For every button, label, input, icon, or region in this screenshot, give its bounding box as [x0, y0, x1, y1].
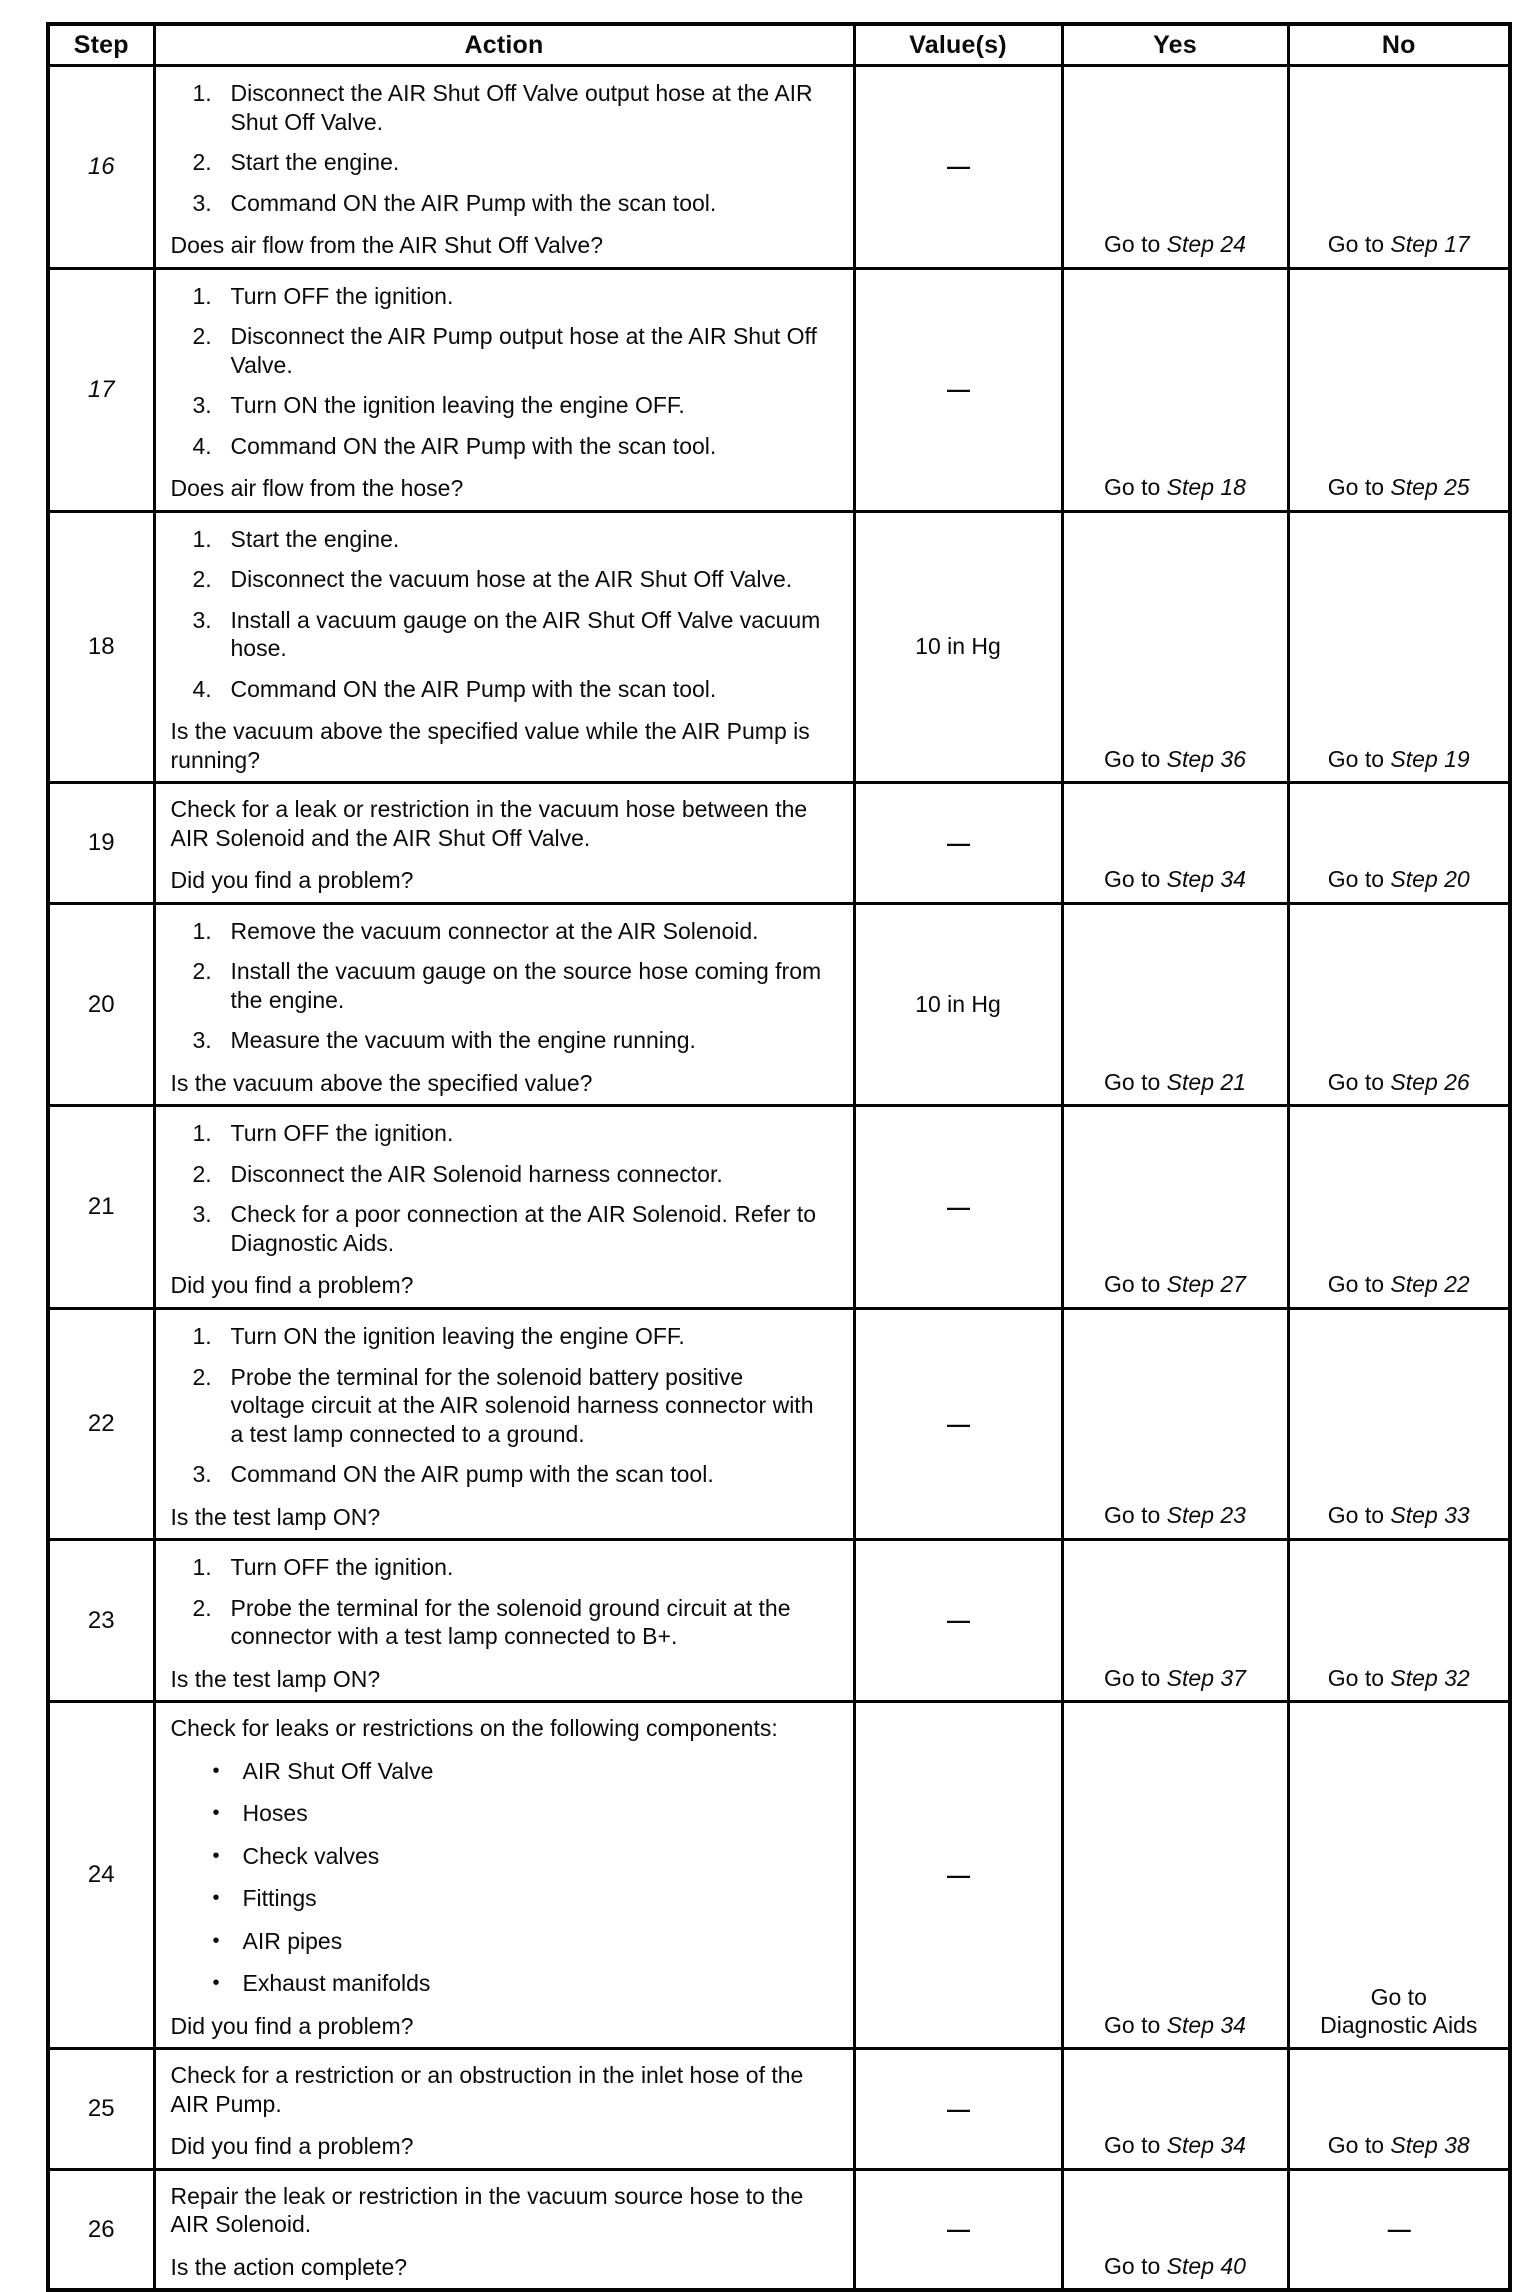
list-item-text: Start the engine.: [230, 525, 400, 552]
goto-yes: Go to Step 18: [1104, 474, 1246, 501]
list-item-text: Disconnect the AIR Pump output hose at the AIR Shut Off Valve.: [230, 323, 817, 378]
action-text: Repair the leak or restriction in the vacuum source hose to the AIR Solenoid.: [170, 2182, 804, 2238]
action-question: Did you find a problem?: [170, 2012, 414, 2039]
value-cell: [854, 1106, 1062, 1309]
table-row: [48, 66, 1510, 269]
goto-no: Go to Step 32: [1327, 1664, 1470, 1691]
action-cell: [154, 783, 854, 904]
goto-yes: Go to Step 36: [1104, 745, 1246, 772]
step-reference: Step 21: [1166, 1068, 1246, 1095]
goto-no: Go to Step 25: [1327, 474, 1470, 501]
step-reference: Step 19: [1390, 745, 1470, 772]
bullet-item: [171, 1884, 823, 1913]
list-item-text: Probe the terminal for the solenoid ground circuit at the connector with a test lamp connected to B+.: [230, 1594, 791, 1650]
action-step-item: [171, 391, 823, 420]
yes-cell: [1062, 903, 1288, 1106]
list-item-text: Start the engine.: [230, 149, 400, 176]
diagnostic-table: [46, 22, 1512, 2292]
dash-placeholder: —: [947, 2216, 969, 2243]
value-cell: [854, 1540, 1062, 1702]
step-number: 24: [48, 1702, 154, 2049]
action-cell: [154, 1106, 854, 1309]
bullet-marker: •: [212, 1887, 220, 1910]
action-question: Is the test lamp ON?: [170, 1503, 381, 1530]
value-text: 10 in Hg: [915, 633, 1001, 660]
yes-cell: [1062, 1540, 1288, 1702]
dash-placeholder: —: [947, 1410, 969, 1437]
yes-cell: [1062, 2049, 1288, 2170]
dash-placeholder: —: [947, 153, 969, 180]
step-reference: Step 23: [1166, 1502, 1246, 1529]
list-number: 2.: [192, 1160, 212, 1187]
value-cell: [854, 268, 1062, 511]
table-header: [48, 24, 1510, 66]
table-row: [48, 268, 1510, 511]
bullet-text: Exhaust manifolds: [242, 1970, 431, 1997]
step-reference: Step 27: [1166, 1271, 1246, 1298]
table-row: [48, 1106, 1510, 1309]
step-reference: Step 25: [1390, 474, 1470, 501]
table-row: [48, 1308, 1510, 1539]
yes-cell: [1062, 2169, 1288, 2290]
bullet-item: [171, 1969, 823, 1998]
action-question: Did you find a problem?: [170, 2133, 414, 2160]
col-header-yes: Yes: [1062, 24, 1288, 66]
action-cell: [154, 903, 854, 1106]
step-reference: Step 34: [1166, 2011, 1246, 2038]
list-item-text: Disconnect the AIR Shut Off Valve output hose at the AIR Shut Off Valve.: [230, 80, 813, 135]
value-cell: [854, 783, 1062, 904]
no-cell: [1288, 1106, 1510, 1309]
step-reference: Step 24: [1166, 230, 1246, 257]
step-reference: Step 20: [1390, 866, 1470, 893]
action-step-item: [171, 148, 823, 177]
yes-cell: [1062, 1702, 1288, 2049]
dash-placeholder: —: [947, 1193, 969, 1220]
action-question: Is the action complete?: [170, 2253, 408, 2280]
action-step-item: [171, 525, 823, 554]
header-row: [48, 24, 1510, 66]
bullet-marker: •: [212, 1929, 220, 1952]
goto-yes: Go to Step 23: [1104, 1502, 1246, 1529]
table-row: [48, 783, 1510, 904]
action-question: Did you find a problem?: [170, 867, 414, 894]
dash-placeholder: —: [947, 1607, 969, 1634]
list-number: 2.: [192, 1363, 212, 1390]
list-number: 1.: [192, 525, 212, 552]
bullet-text: Fittings: [242, 1885, 317, 1912]
no-cell: [1288, 268, 1510, 511]
yes-cell: [1062, 268, 1288, 511]
list-item-text: Command ON the AIR Pump with the scan tool.: [230, 675, 717, 702]
no-cell: [1288, 903, 1510, 1106]
bullet-marker: •: [212, 1802, 220, 1825]
list-item-text: Probe the terminal for the solenoid battery positive voltage circuit at the AIR solenoid harness connector with a test lamp connected to a ground.: [230, 1363, 814, 1447]
list-item-text: Measure the vacuum with the engine running.: [230, 1027, 696, 1054]
action-cell: [154, 1702, 854, 2049]
goto-yes: Go to Step 24: [1104, 230, 1246, 257]
action-cell: [154, 511, 854, 783]
yes-cell: [1062, 511, 1288, 783]
list-item-text: Turn OFF the ignition.: [230, 1554, 454, 1581]
bullet-text: AIR pipes: [242, 1927, 343, 1954]
action-step-item: [171, 322, 823, 379]
table-body: [48, 66, 1510, 2291]
list-item-text: Remove the vacuum connector at the AIR Solenoid.: [230, 917, 759, 944]
value-cell: [854, 903, 1062, 1106]
no-cell: [1288, 1702, 1510, 2049]
col-header-no: No: [1288, 24, 1510, 66]
action-step-item: [171, 1553, 823, 1582]
action-step-item: [171, 1460, 823, 1489]
list-number: 3.: [192, 392, 212, 419]
list-item-text: Turn OFF the ignition.: [230, 1120, 454, 1147]
bullet-marker: •: [212, 1759, 220, 1782]
action-question: Did you find a problem?: [170, 1272, 414, 1299]
step-number: 22: [48, 1308, 154, 1539]
value-cell: [854, 1702, 1062, 2049]
goto-yes: Go to Step 34: [1104, 866, 1246, 893]
list-number: 2.: [192, 1594, 212, 1621]
list-item-text: Command ON the AIR Pump with the scan tool.: [230, 189, 717, 216]
list-item-text: Disconnect the vacuum hose at the AIR Shut Off Valve.: [230, 566, 793, 593]
list-number: 1.: [192, 917, 212, 944]
bullet-item: [171, 1799, 823, 1828]
dash-placeholder: —: [1387, 2215, 1410, 2242]
list-item-text: Install the vacuum gauge on the source hose coming from the engine.: [230, 958, 822, 1013]
col-header-values: Value(s): [854, 24, 1062, 66]
dash-placeholder: —: [947, 376, 969, 403]
dash-placeholder: —: [947, 1861, 969, 1888]
action-step-item: [171, 1322, 823, 1351]
no-cell: [1288, 783, 1510, 904]
action-question: Does air flow from the hose?: [170, 475, 464, 502]
step-reference: Step 34: [1166, 866, 1246, 893]
list-number: 3.: [192, 1461, 212, 1488]
table-row: [48, 903, 1510, 1106]
goto-no: Go to Step 22: [1327, 1271, 1470, 1298]
bullet-marker: •: [212, 1972, 220, 1995]
bullet-text: AIR Shut Off Valve: [242, 1757, 434, 1784]
step-number: 26: [48, 2169, 154, 2290]
action-step-item: [171, 282, 823, 311]
list-number: 3.: [192, 189, 212, 216]
list-number: 1.: [192, 282, 212, 309]
col-header-action: Action: [154, 24, 854, 66]
goto-yes: Go to Step 21: [1104, 1068, 1246, 1095]
step-number: 18: [48, 511, 154, 783]
yes-cell: [1062, 783, 1288, 904]
list-number: 1.: [192, 1554, 212, 1581]
step-reference: Step 34: [1166, 2132, 1246, 2159]
step-reference: Step 17: [1390, 230, 1470, 257]
list-number: 2.: [192, 149, 212, 176]
bullet-text: Check valves: [242, 1842, 380, 1869]
table-row: [48, 2049, 1510, 2170]
action-step-item: [171, 79, 823, 136]
step-number: 16: [48, 66, 154, 269]
step-reference: Step 36: [1166, 745, 1246, 772]
action-cell: [154, 66, 854, 269]
action-step-item: [171, 189, 823, 218]
action-step-item: [171, 1026, 823, 1055]
step-number: 17: [48, 268, 154, 511]
step-reference: Step 33: [1390, 1502, 1470, 1529]
value-cell: [854, 2049, 1062, 2170]
no-cell: [1288, 1308, 1510, 1539]
goto-no: Go to Step 38: [1327, 2132, 1470, 2159]
list-item-text: Turn ON the ignition leaving the engine OFF.: [230, 1322, 685, 1349]
action-cell: [154, 2049, 854, 2170]
value-cell: [854, 511, 1062, 783]
list-item-text: Install a vacuum gauge on the AIR Shut Off Valve vacuum hose.: [230, 606, 821, 662]
value-cell: [854, 1308, 1062, 1539]
step-reference: Step 32: [1390, 1664, 1470, 1691]
action-text: Check for a leak or restriction in the vacuum hose between the AIR Solenoid and the AIR Shut Off Valve.: [170, 796, 808, 851]
step-reference: Step 26: [1390, 1068, 1470, 1095]
step-number: 19: [48, 783, 154, 904]
goto-yes: Go to Step 34: [1104, 2011, 1246, 2038]
yes-cell: [1062, 1308, 1288, 1539]
action-text: Check for leaks or restrictions on the following components:: [170, 1715, 778, 1742]
dash-placeholder: —: [947, 829, 969, 856]
step-reference: Step 22: [1390, 1271, 1470, 1298]
list-item-text: Command ON the AIR Pump with the scan tool.: [230, 432, 717, 459]
goto-no: Go to Step 17: [1327, 230, 1470, 257]
action-text: Check for a restriction or an obstruction in the inlet hose of the AIR Pump.: [170, 2062, 804, 2117]
list-item-text: Command ON the AIR pump with the scan tool.: [230, 1461, 714, 1488]
goto-no: Go to Step 19: [1327, 745, 1470, 772]
dash-placeholder: —: [947, 2095, 969, 2122]
goto-yes: Go to Step 40: [1104, 2252, 1246, 2279]
table-row: [48, 511, 1510, 783]
list-number: 2.: [192, 323, 212, 350]
step-number: 21: [48, 1106, 154, 1309]
bullet-item: [171, 1757, 823, 1786]
bullet-marker: •: [212, 1844, 220, 1867]
value-cell: [854, 2169, 1062, 2290]
action-step-item: [171, 432, 823, 461]
bullet-text: Hoses: [242, 1800, 308, 1827]
goto-no: Go to Step 33: [1327, 1502, 1470, 1529]
step-reference: Step 38: [1390, 2132, 1470, 2159]
bullet-item: [171, 1927, 823, 1956]
goto-no: Go to Step 20: [1327, 866, 1470, 893]
no-cell: [1288, 511, 1510, 783]
action-step-item: [171, 565, 823, 594]
list-item-text: Check for a poor connection at the AIR Solenoid. Refer to Diagnostic Aids.: [230, 1201, 817, 1256]
goto-yes: Go to Step 27: [1104, 1271, 1246, 1298]
table-row: [48, 2169, 1510, 2290]
yes-cell: [1062, 66, 1288, 269]
action-cell: [154, 1540, 854, 1702]
action-cell: [154, 268, 854, 511]
step-reference: Step 18: [1166, 474, 1246, 501]
goto-no: Go to Step 26: [1327, 1068, 1470, 1095]
list-number: 1.: [192, 1120, 212, 1147]
bullet-item: [171, 1842, 823, 1871]
list-number: 2.: [192, 958, 212, 985]
goto-yes: Go to Step 37: [1104, 1664, 1246, 1691]
action-question: Is the vacuum above the specified value while the AIR Pump is running?: [170, 718, 810, 773]
action-question: Does air flow from the AIR Shut Off Valve?: [170, 232, 604, 259]
goto-no: [1290, 2216, 1509, 2244]
list-item-text: Turn ON the ignition leaving the engine OFF.: [230, 392, 685, 419]
action-step-item: [171, 1200, 823, 1257]
action-step-item: [171, 1160, 823, 1189]
col-header-step: Step: [48, 24, 154, 66]
table-row: [48, 1540, 1510, 1702]
step-number: 25: [48, 2049, 154, 2170]
action-step-item: [171, 1363, 823, 1449]
list-number: 3.: [192, 606, 212, 633]
goto-no: Go to Diagnostic Aids: [1320, 1984, 1478, 2038]
action-cell: [154, 1308, 854, 1539]
action-cell: [154, 2169, 854, 2290]
list-item-text: Turn OFF the ignition.: [230, 282, 454, 309]
list-item-text: Disconnect the AIR Solenoid harness connector.: [230, 1160, 723, 1187]
action-step-item: [171, 957, 823, 1014]
goto-yes: Go to Step 34: [1104, 2132, 1246, 2159]
list-number: 4.: [192, 432, 212, 459]
no-cell: [1288, 1540, 1510, 1702]
list-number: 2.: [192, 566, 212, 593]
no-cell: [1288, 2049, 1510, 2170]
action-question: Is the test lamp ON?: [170, 1665, 381, 1692]
action-step-item: [171, 917, 823, 946]
no-cell: [1288, 2169, 1510, 2290]
value-cell: [854, 66, 1062, 269]
list-number: 1.: [192, 80, 212, 106]
no-cell: [1288, 66, 1510, 269]
list-number: 1.: [192, 1322, 212, 1349]
table-row: [48, 1702, 1510, 2049]
action-step-item: [171, 1119, 823, 1148]
step-number: 20: [48, 903, 154, 1106]
value-text: 10 in Hg: [915, 991, 1001, 1018]
step-reference: Step 37: [1166, 1664, 1246, 1691]
action-step-item: [171, 606, 823, 663]
yes-cell: [1062, 1106, 1288, 1309]
list-number: 3.: [192, 1027, 212, 1054]
step-number: 23: [48, 1540, 154, 1702]
step-reference: Step 40: [1166, 2252, 1246, 2279]
list-number: 3.: [192, 1201, 212, 1228]
list-number: 4.: [192, 675, 212, 702]
action-step-item: [171, 675, 823, 704]
action-question: Is the vacuum above the specified value?: [170, 1069, 593, 1096]
action-step-item: [171, 1594, 823, 1651]
